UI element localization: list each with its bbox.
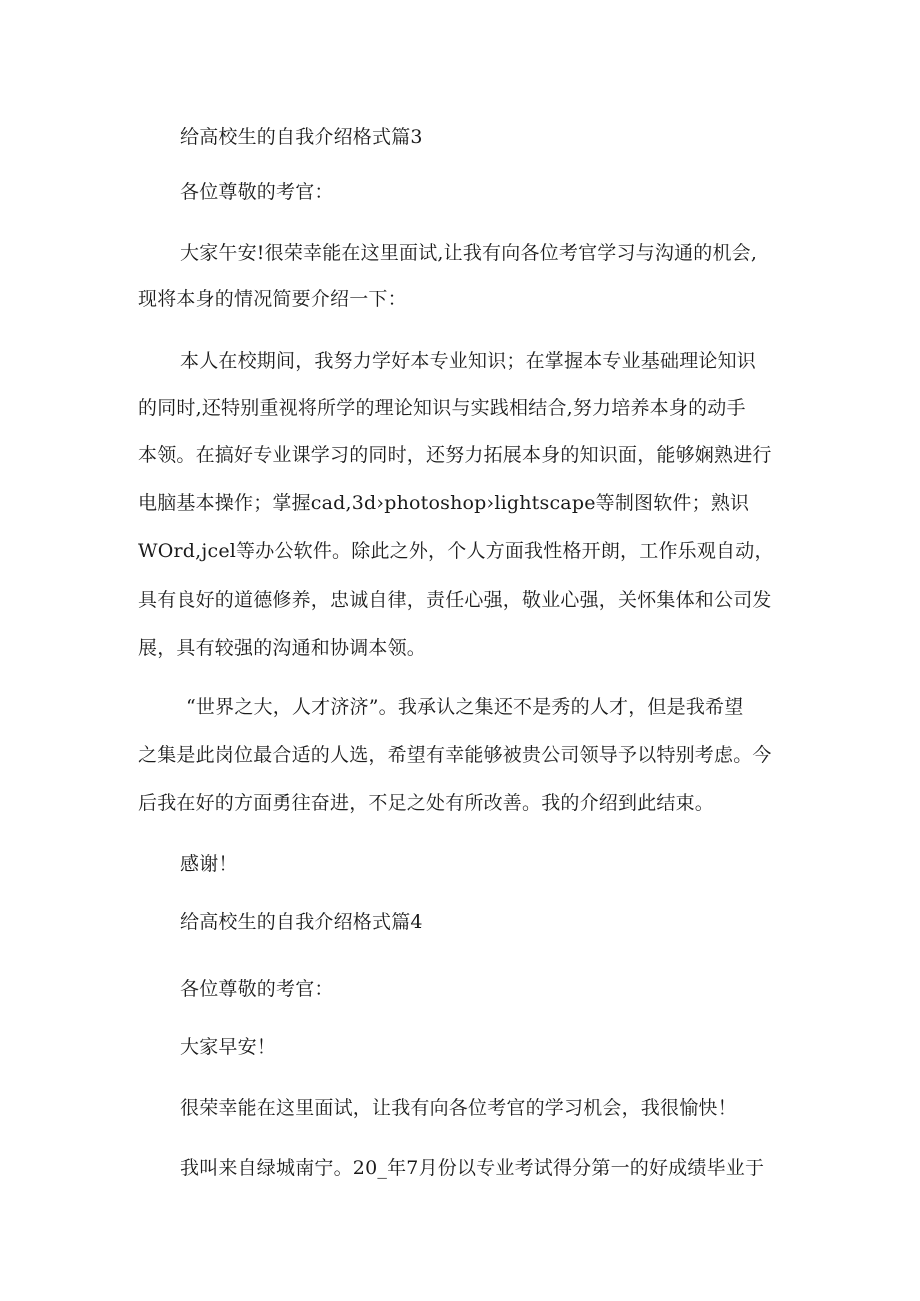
section-heading: 给高校生的自我介绍格式篇3 — [180, 126, 423, 148]
paragraph-line: 之集是此岗位最合适的人选，希望有幸能够被贵公司领导予以特别考虑。今 — [138, 744, 772, 766]
paragraph-line: 的同时,还特别重视将所学的理论知识与实践相结合,努力培养本身的动手 — [138, 397, 746, 419]
paragraph-line: WOrd,jcel等办公软件。除此之外，个人方面我性格开朗，工作乐观自动， — [138, 540, 774, 562]
paragraph-line: 本人在校期间，我努力学好本专业知识；在掌握本专业基础理论知识 — [180, 350, 757, 372]
paragraph-line: 电脑基本操作；掌握cad,3d›photoshop›lightscape等制图软件；熟识 — [138, 492, 750, 514]
paragraph-line: 展，具有较强的沟通和协调本领。 — [138, 637, 427, 659]
section-heading: 给高校生的自我介绍格式篇4 — [180, 911, 423, 933]
paragraph-line: 很荣幸能在这里面试，让我有向各位考官的学习机会，我很愉快！ — [180, 1097, 737, 1119]
closing: 感谢！ — [180, 853, 238, 875]
paragraph-line: 本领。在搞好专业课学习的同时，还努力拓展本身的知识面，能够娴熟进行 — [138, 444, 772, 466]
greeting: 各位尊敬的考官： — [180, 978, 334, 1000]
paragraph-line: 大家午安!很荣幸能在这里面试,让我有向各位考官学习与沟通的机会, — [180, 242, 758, 264]
paragraph-line: 具有良好的道德修养，忠诚自律，责任心强，敬业心强，关怀集体和公司发 — [138, 589, 772, 611]
paragraph-line: 现将本身的情况简要介绍一下： — [138, 288, 407, 310]
paragraph-line: 后我在好的方面勇往奋进，不足之处有所改善。我的介绍到此结束。 — [138, 792, 715, 814]
paragraph-line: 大家早安！ — [180, 1036, 277, 1058]
greeting: 各位尊敬的考官： — [180, 181, 334, 203]
paragraph-line: 我叫来自绿城南宁。20_年7月份以专业考试得分第一的好成绩毕业于 — [180, 1157, 765, 1179]
paragraph-line: “世界之大，人才济济”。我承认之集还不是秀的人才，但是我希望 — [186, 696, 744, 718]
